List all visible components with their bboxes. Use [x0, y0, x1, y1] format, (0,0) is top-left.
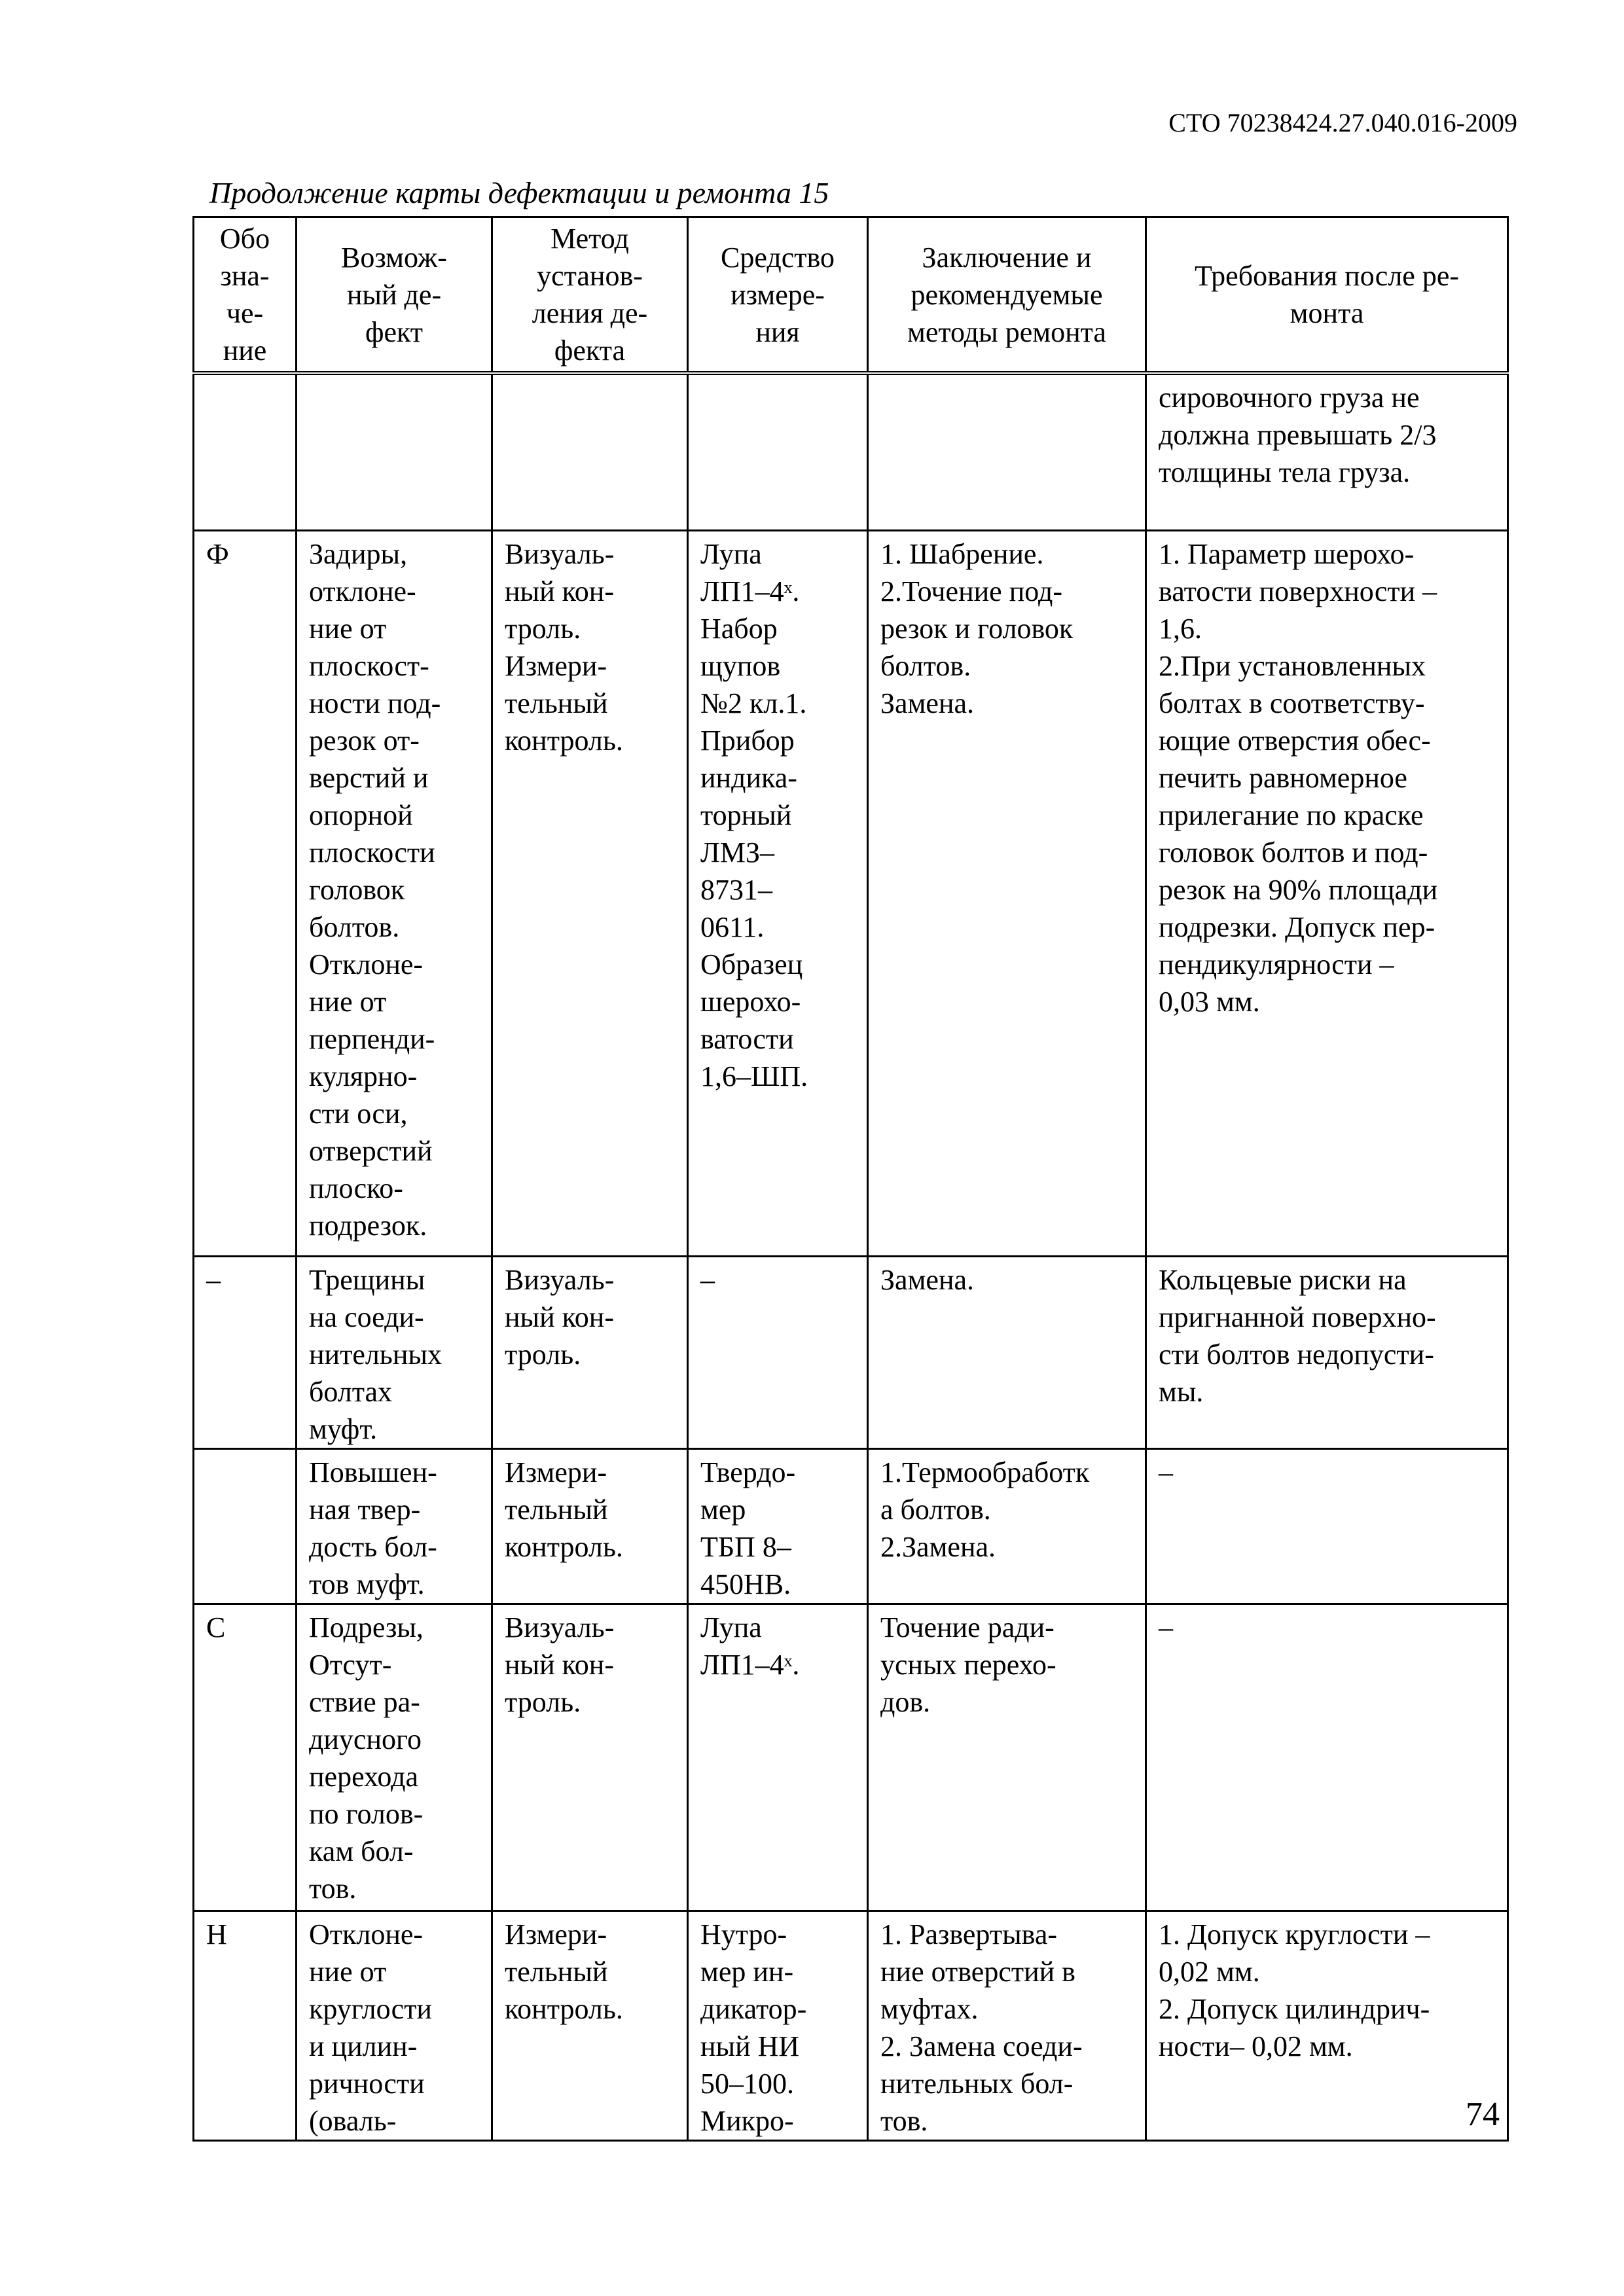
header-row — [194, 217, 1508, 374]
cell-defect — [297, 373, 492, 531]
cell-defect: Задиры, отклоне- ние от плоскост- ности под- резок от- верстий и опорной плоскости головок болтов. Отклоне- ние от перпенди- кулярно- сти оси, отверстий плоско- подрезок. — [297, 531, 492, 1257]
cell-requirements: – — [1146, 1449, 1508, 1604]
cell-defect: Подрезы, Отсут- ствие ра- диусного перехода по голов- кам бол- тов. — [297, 1604, 492, 1911]
table-row — [194, 1911, 1508, 2141]
cell-designation: С — [194, 1604, 297, 1911]
cell-requirements: 1. Допуск круглости – 0,02 мм. 2. Допуск цилиндрич- ности– 0,02 мм. — [1146, 1911, 1508, 2141]
cell-defect: Трещины на соеди- нительных болтах муфт. — [297, 1257, 492, 1449]
cell-conclusion — [868, 373, 1146, 531]
cell-instrument: Лупа ЛП1–4ˣ. Набор щупов №2 кл.1. Прибор индика- торный ЛМЗ– 8731– 0611. Образец шерохо- ватости 1,6–ШП. — [688, 531, 868, 1257]
cell-conclusion: 1.Термообработк а болтов. 2.Замена. — [868, 1449, 1146, 1604]
cell-requirements: Кольцевые риски на пригнанной поверхно- сти болтов недопусти- мы. — [1146, 1257, 1508, 1449]
header-requirements: Требования после ре- монта — [1146, 217, 1508, 374]
cell-requirements: 1. Параметр шерохо- ватости поверхности – 1,6. 2.При установленных болтах в соответству- ющие отверстия обес- печить равномерное прилегание по краске головок болтов и под- резок на 90% площади подрезки. Допуск пер- пендикулярности – 0,03 мм. — [1146, 531, 1508, 1257]
cell-instrument — [688, 373, 868, 531]
header-conclusion: Заключение и рекомендуемые методы ремонта — [868, 217, 1146, 374]
cell-method: Визуаль- ный кон- троль. — [492, 1604, 688, 1911]
header-defect: Возмож- ный де- фект — [297, 217, 492, 374]
defect-repair-table — [192, 216, 1509, 2142]
cell-conclusion: Точение ради- усных перехо- дов. — [868, 1604, 1146, 1911]
table-row — [194, 373, 1508, 531]
cell-method: Визуаль- ный кон- троль. — [492, 1257, 688, 1449]
cell-designation: Н — [194, 1911, 297, 2141]
page-number: 74 — [1466, 2096, 1500, 2133]
table-body — [194, 373, 1508, 2141]
cell-method: Визуаль- ный кон- троль. Измери- тельный контроль. — [492, 531, 688, 1257]
table-header — [194, 217, 1508, 374]
cell-designation — [194, 1449, 297, 1604]
cell-conclusion: 1. Шабрение. 2.Точение под- резок и головок болтов. Замена. — [868, 531, 1146, 1257]
cell-method: Измери- тельный контроль. — [492, 1449, 688, 1604]
cell-defect: Отклоне- ние от круглости и цилин- ричности (оваль- — [297, 1911, 492, 2141]
cell-instrument: Нутро- мер ин- дикатор- ный НИ 50–100. Микро- — [688, 1911, 868, 2141]
cell-designation — [194, 373, 297, 531]
table-row — [194, 531, 1508, 1257]
table-row — [194, 1604, 1508, 1911]
table-row — [194, 1257, 1508, 1449]
header-designation: Обо зна- че- ние — [194, 217, 297, 374]
cell-defect: Повышен- ная твер- дость бол- тов муфт. — [297, 1449, 492, 1604]
cell-instrument: Твердо- мер ТБП 8– 450НВ. — [688, 1449, 868, 1604]
cell-requirements: сировочного груза не должна превышать 2/3 толщины тела груза. — [1146, 373, 1508, 531]
table-row — [194, 1449, 1508, 1604]
cell-conclusion: 1. Развертыва- ние отверстий в муфтах. 2. Замена соеди- нительных бол- тов. — [868, 1911, 1146, 2141]
header-instrument: Средство измере- ния — [688, 217, 868, 374]
cell-designation: – — [194, 1257, 297, 1449]
document-code: СТО 70238424.27.040.016-2009 — [1168, 108, 1517, 137]
header-method: Метод установ- ления де- фекта — [492, 217, 688, 374]
cell-designation: Ф — [194, 531, 297, 1257]
table-caption: Продолжение карты дефектации и ремонта 15 — [209, 176, 829, 209]
cell-instrument: Лупа ЛП1–4ˣ. — [688, 1604, 868, 1911]
cell-conclusion: Замена. — [868, 1257, 1146, 1449]
cell-method: Измери- тельный контроль. — [492, 1911, 688, 2141]
cell-requirements: – — [1146, 1604, 1508, 1911]
cell-method — [492, 373, 688, 531]
cell-instrument: – — [688, 1257, 868, 1449]
